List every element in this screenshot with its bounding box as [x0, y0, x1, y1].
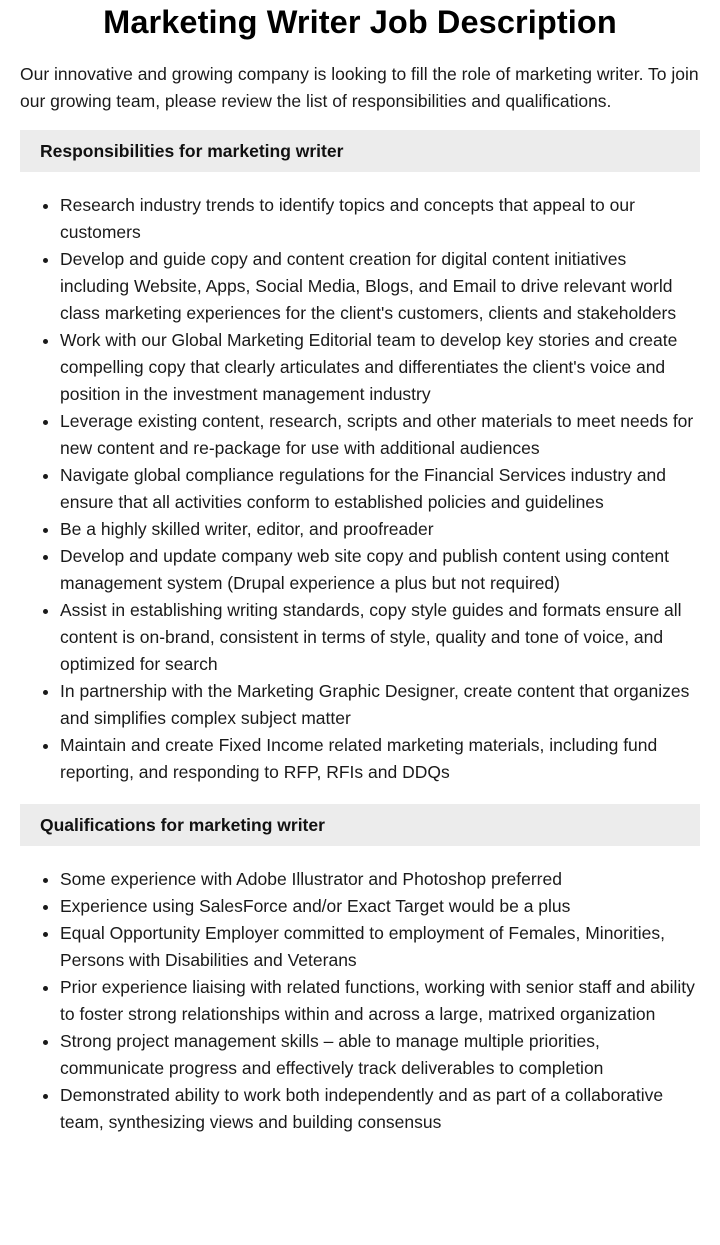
list-item: • Some experience with Adobe Illustrator and Photoshop preferred [60, 866, 700, 893]
list-item: • Equal Opportunity Employer committed to employment of Females, Minorities, Persons with Disabilities and Veterans [60, 920, 700, 974]
list-item: • Develop and update company web site copy and publish content using content management system (Drupal experience a plus but not required) [60, 543, 700, 597]
list-item: • Develop and guide copy and content creation for digital content initiatives including Website, Apps, Social Media, Blogs, and Email to drive relevant world class marketing experiences for the client's customers, clients and stakeholders [60, 246, 700, 327]
list-item: • Research industry trends to identify topics and concepts that appeal to our customers [60, 192, 700, 246]
list-item: • Be a highly skilled writer, editor, and proofreader [60, 516, 700, 543]
list-item: • Strong project management skills – able to manage multiple priorities, communicate progress and effectively track deliverables to completion [60, 1028, 700, 1082]
responsibilities-heading: Responsibilities for marketing writer [40, 140, 344, 161]
page-title: Marketing Writer Job Description [103, 4, 617, 40]
list-item: • Demonstrated ability to work both independently and as part of a collaborative team, synthesizing views and building consensus [60, 1082, 700, 1136]
qualifications-list [20, 866, 700, 1136]
list-item: • Maintain and create Fixed Income related marketing materials, including fund reporting, and responding to RFP, RFIs and DDQs [60, 732, 700, 786]
list-item: • Experience using SalesForce and/or Exact Target would be a plus [60, 893, 700, 920]
list-item: • Prior experience liaising with related functions, working with senior staff and ability to foster strong relationships within and across a large, matrixed organization [60, 974, 700, 1028]
list-item: • Assist in establishing writing standards, copy style guides and formats ensure all content is on-brand, consistent in terms of style, quality and tone of voice, and optimized for search [60, 597, 700, 678]
responsibilities-header [20, 130, 700, 172]
list-item: • Work with our Global Marketing Editorial team to develop key stories and create compelling copy that clearly articulates and differentiates the client's voice and position in the investment management industry [60, 327, 700, 408]
qualifications-heading: Qualifications for marketing writer [40, 814, 325, 835]
list-item: • Leverage existing content, research, scripts and other materials to meet needs for new content and re-package for use with additional audiences [60, 408, 700, 462]
responsibilities-list [20, 192, 700, 786]
list-item: • Navigate global compliance regulations for the Financial Services industry and ensure that all activities conform to established policies and guidelines [60, 462, 700, 516]
qualifications-header [20, 804, 700, 846]
intro-paragraph: Our innovative and growing company is looking to fill the role of marketing writer. To join our growing team, please review the list of responsibilities and qualifications. [20, 64, 699, 111]
list-item: • In partnership with the Marketing Graphic Designer, create content that organizes and simplifies complex subject matter [60, 678, 700, 732]
